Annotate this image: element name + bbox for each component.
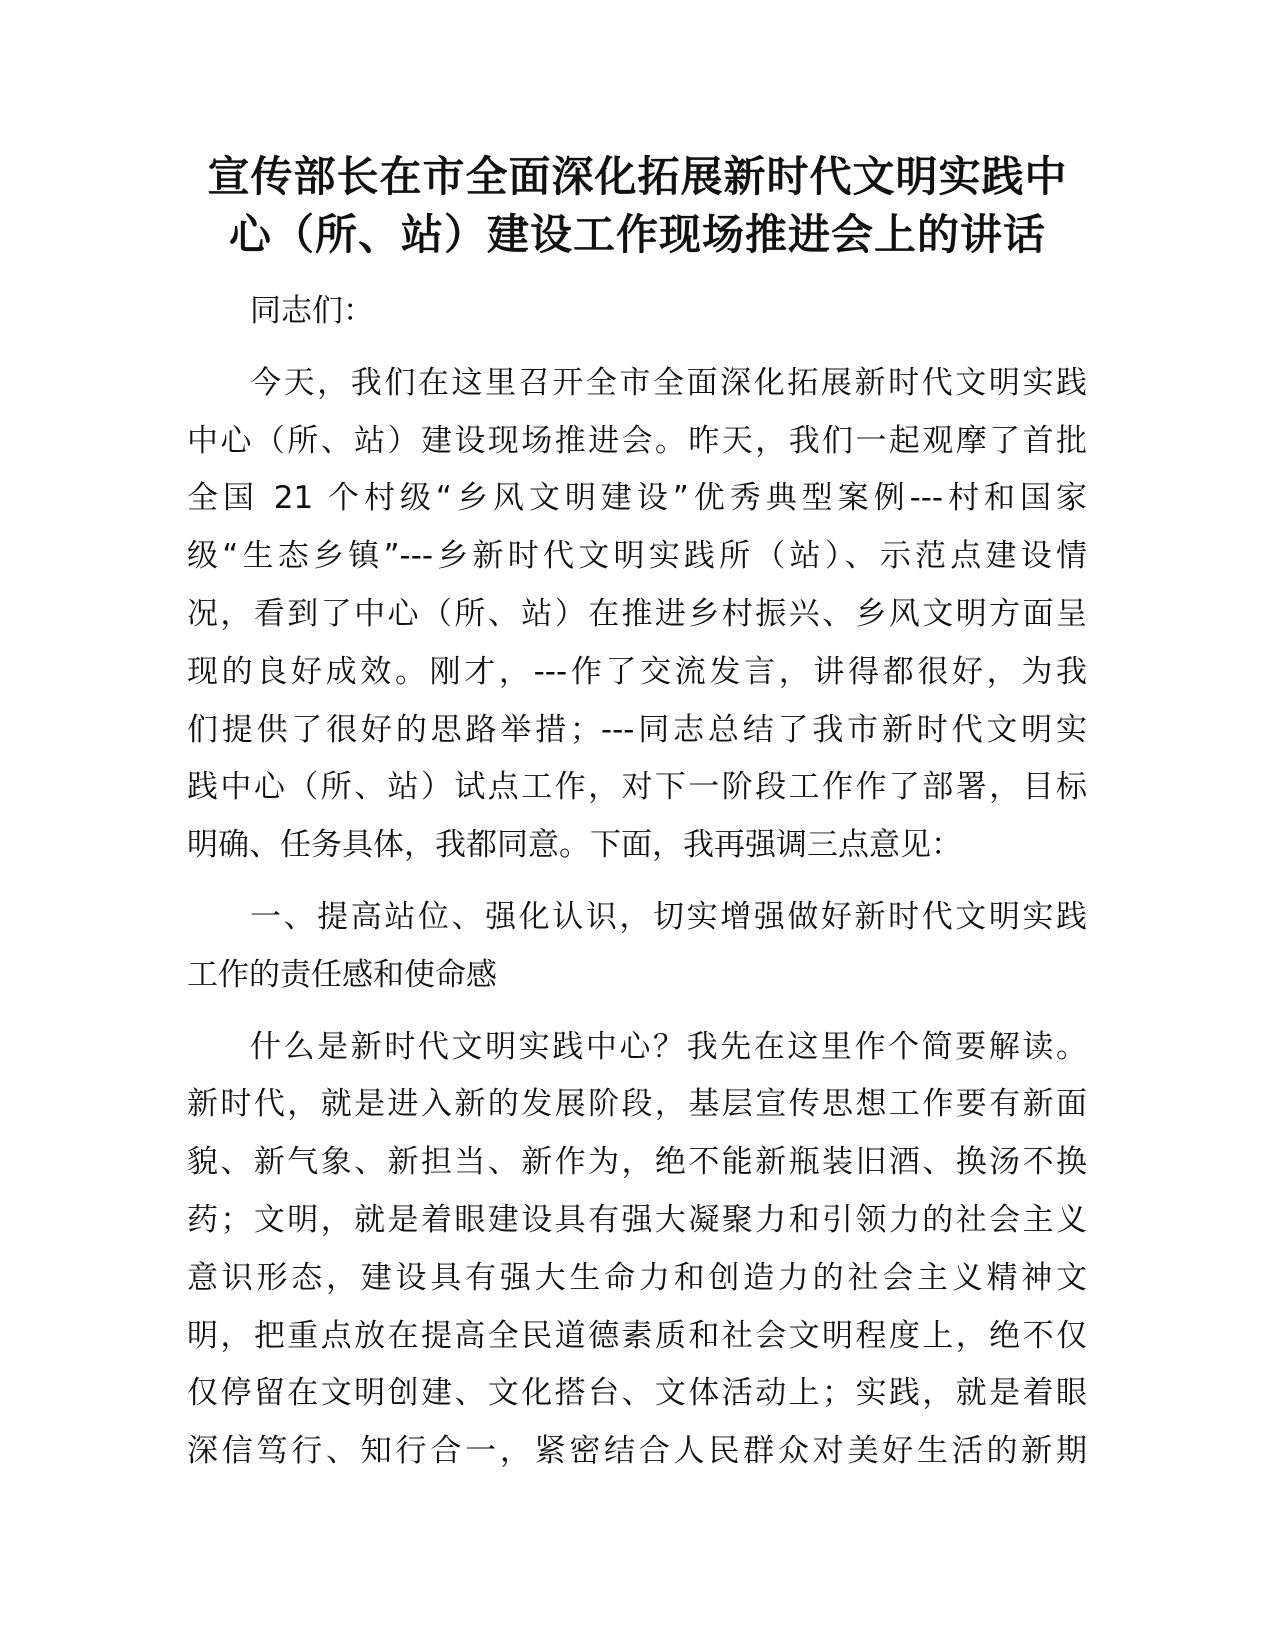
document-body [187, 283, 1087, 1481]
title-line: 宣传部长在市全面深化拓展新时代文明实践中 [207, 152, 1068, 201]
text-line: 明确、任务具体，我都同意。下面，我再强调三点意见： [187, 827, 962, 864]
section-heading-1 [187, 889, 1087, 1005]
text-line: 中心（所、站）建设现场推进会。昨天，我们一起观摩了首批 [187, 422, 1087, 459]
document-title [160, 148, 1115, 264]
text-line: 药；文明，就是着眼建设具有强大凝聚力和引领力的社会主义 [187, 1201, 1087, 1238]
text-line: 明，把重点放在提高全民道德素质和社会文明程度上，绝不仅 [187, 1317, 1087, 1354]
text-line: 今天，我们在这里召开全市全面深化拓展新时代文明实践 [250, 364, 1087, 401]
title-line: 心（所、站）建设工作现场推进会上的讲话 [228, 210, 1046, 259]
text-line: 践中心（所、站）试点工作，对下一阶段工作作了部署，目标 [187, 769, 1087, 806]
text-line: 级“生态乡镇”---乡新时代文明实践所（站）、示范点建设情 [187, 538, 1087, 575]
text-line: 什么是新时代文明实践中心？我先在这里作个简要解读。 [250, 1028, 1087, 1065]
text-line: 仅停留在文明创建、文化搭台、文体活动上；实践，就是着眼 [187, 1375, 1087, 1412]
text-line: 貌、新气象、新担当、新作为，绝不能新瓶装旧酒、换汤不换 [187, 1144, 1087, 1181]
text-line: 全国 21 个村级“乡风文明建设”优秀典型案例---村和国家 [187, 480, 1087, 517]
paragraph-salutation [187, 283, 1087, 341]
text-line: 况，看到了中心（所、站）在推进乡村振兴、乡风文明方面呈 [187, 595, 1087, 632]
paragraph-explanation [187, 1019, 1087, 1481]
paragraph-intro [187, 355, 1087, 875]
text-line: 意识形态，建设具有强大生命力和创造力的社会主义精神文 [187, 1259, 1087, 1296]
text-line: 一、提高站位、强化认识，切实增强做好新时代文明实践 [250, 898, 1087, 935]
text-line: 新时代，就是进入新的发展阶段，基层宣传思想工作要有新面 [187, 1086, 1087, 1123]
text-line: 现的良好成效。刚才，---作了交流发言，讲得都很好，为我 [187, 653, 1087, 690]
text-line: 深信笃行、知行合一，紧密结合人民群众对美好生活的新期 [187, 1433, 1087, 1470]
text-line: 们提供了很好的思路举措；---同志总结了我市新时代文明实 [187, 711, 1087, 748]
text-line: 工作的责任感和使命感 [187, 956, 497, 993]
text-line: 同志们： [250, 293, 374, 329]
